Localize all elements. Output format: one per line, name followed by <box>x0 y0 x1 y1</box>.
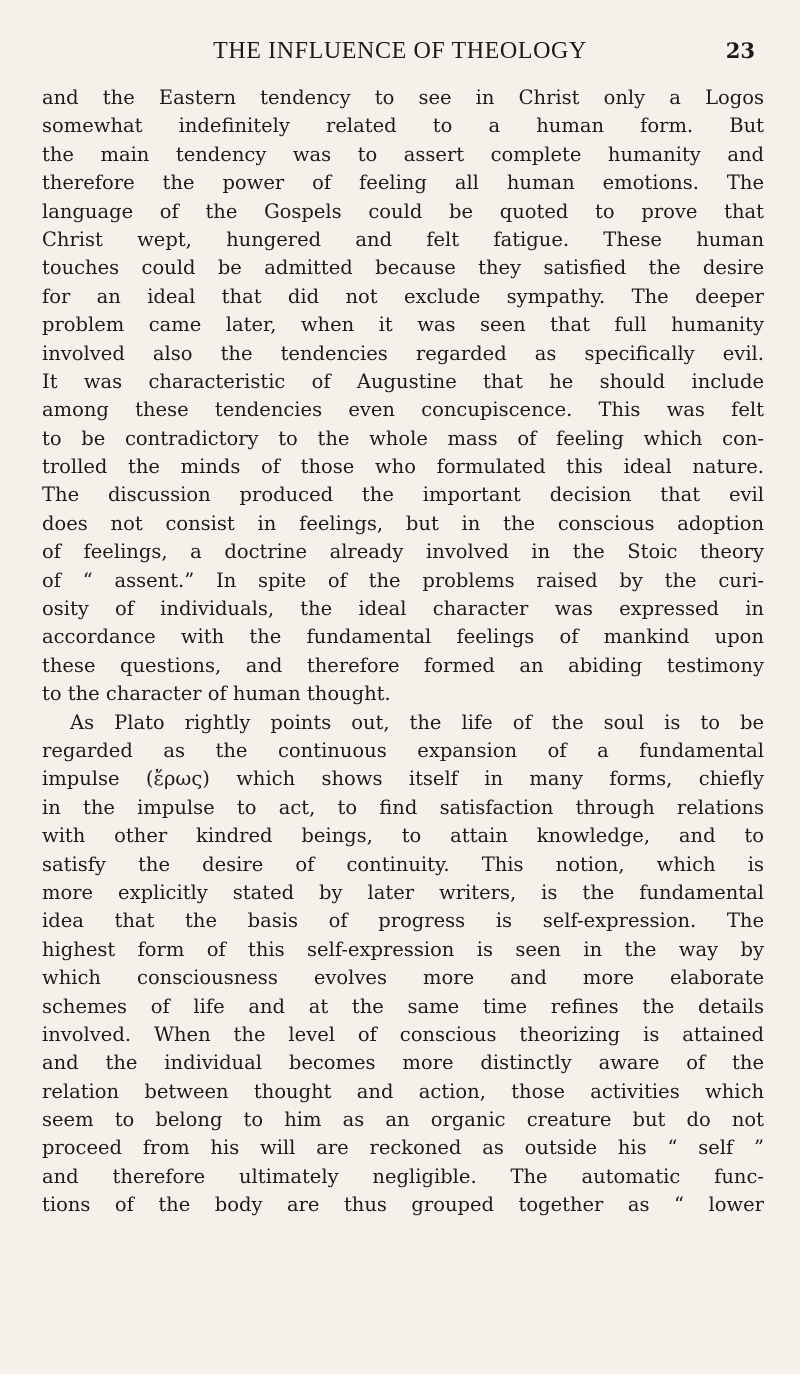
text-line: the main tendency was to assert complete humanity and <box>42 142 764 166</box>
text-line: which consciousness evolves more and more elaborate <box>42 966 764 990</box>
text-line: relation between thought and action, those activities which <box>42 1079 764 1103</box>
text-line: touches could be admitted because they satisfied the desire <box>42 256 764 280</box>
text-line: accordance with the fundamental feelings of mankind upon <box>42 625 764 649</box>
text-line: As Plato rightly points out, the life of the soul is to be <box>70 710 764 734</box>
text-line: therefore the power of feeling all human emotions. The <box>42 171 764 195</box>
running-head-title: THE INFLUENCE OF THEOLOGY <box>213 38 587 64</box>
text-line: of “ assent.” In spite of the problems raised by the curi- <box>42 568 764 592</box>
text-line: satisfy the desire of continuity. This notion, which is <box>42 852 764 876</box>
text-line: does not consist in feelings, but in the conscious adoption <box>42 511 764 535</box>
text-line: with other kindred beings, to attain knowledge, and to <box>42 824 764 848</box>
body-text <box>42 84 764 1220</box>
text-line: somewhat indefinitely related to a human form. But <box>42 114 764 138</box>
text-line: idea that the basis of progress is self-expression. The <box>42 909 764 933</box>
text-line: osity of individuals, the ideal character was expressed in <box>42 597 764 621</box>
text-line: seem to belong to him as an organic creature but do not <box>42 1108 764 1132</box>
text-line: The discussion produced the important decision that evil <box>42 483 764 507</box>
text-line: regarded as the continuous expansion of a fundamental <box>42 738 764 762</box>
page-number: 23 <box>725 38 755 63</box>
text-line: among these tendencies even concupiscence. This was felt <box>42 398 764 422</box>
text-line: of feelings, a doctrine already involved in the Stoic theory <box>42 540 764 564</box>
text-line: to be contradictory to the whole mass of feeling which con- <box>42 426 764 450</box>
text-line: involved also the tendencies regarded as specifically evil. <box>42 341 764 365</box>
text-line: and the Eastern tendency to see in Christ only a Logos <box>42 86 764 109</box>
text-line: and therefore ultimately negligible. The automatic func- <box>42 1164 764 1188</box>
text-line: tions of the body are thus grouped together as “ lower <box>42 1193 764 1217</box>
text-line: these questions, and therefore formed an abiding testimony <box>42 653 764 677</box>
text-line: language of the Gospels could be quoted to prove that <box>42 199 764 223</box>
text-line: impulse (ἔρως) which shows itself in many forms, chiefly <box>42 767 764 791</box>
text-line: proceed from his will are reckoned as outside his “ self ” <box>42 1136 764 1160</box>
running-head <box>0 38 800 68</box>
paragraph <box>42 709 764 1220</box>
text-line: problem came later, when it was seen that full humanity <box>42 313 764 337</box>
paragraph <box>42 84 764 709</box>
text-line: to the character of human thought. <box>42 682 391 706</box>
text-line: involved. When the level of conscious theorizing is attained <box>42 1022 764 1046</box>
text-line: for an ideal that did not exclude sympathy. The deeper <box>42 284 764 308</box>
text-line: trolled the minds of those who formulated this ideal nature. <box>42 455 764 479</box>
text-line: in the impulse to act, to find satisfaction through relations <box>42 795 764 819</box>
text-line: more explicitly stated by later writers, is the fundamental <box>42 880 764 904</box>
text-line: It was characteristic of Augustine that he should include <box>42 369 764 393</box>
text-line: highest form of this self-expression is seen in the way by <box>42 937 764 961</box>
text-line: and the individual becomes more distinctly aware of the <box>42 1051 764 1075</box>
text-line: schemes of life and at the same time refines the details <box>42 994 764 1018</box>
text-line: Christ wept, hungered and felt fatigue. These human <box>42 227 764 251</box>
